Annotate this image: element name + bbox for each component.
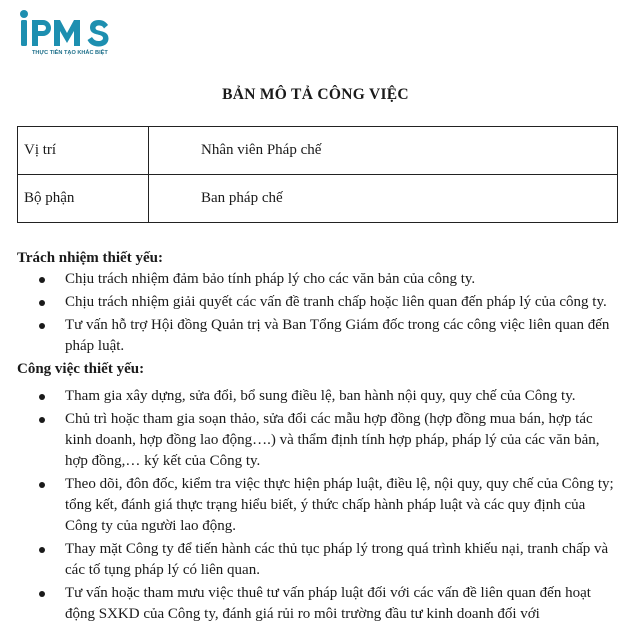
document-body [17, 248, 617, 627]
department-value: Ban pháp chế [149, 175, 618, 223]
position-label: Vị trí [18, 127, 149, 175]
document-title: BẢN MÔ TẢ CÔNG VIỆC [222, 86, 409, 103]
position-value: Nhân viên Pháp chế [149, 127, 618, 175]
company-logo [18, 8, 118, 56]
department-label: Bộ phận [18, 175, 149, 223]
bullet-icon [39, 277, 45, 283]
list-item-text: Chịu trách nhiệm giải quyết các vấn đề tranh chấp hoặc liên quan đến pháp lý của công ty. [65, 294, 607, 310]
responsibilities-list [17, 269, 617, 357]
bullet-icon [39, 547, 45, 553]
list-item-text: Tư vấn hoặc tham mưu việc thuê tư vấn pháp luật đối với các vấn đề liên quan đến hoạt động SXKD của Công ty, đánh giá rủi ro môi trường đầu tư kinh doanh đối với [65, 585, 591, 622]
bullet-icon [39, 394, 45, 400]
bullet-icon [39, 417, 45, 423]
list-item-text: Theo dõi, đôn đốc, kiểm tra việc thực hiện pháp luật, điều lệ, nội quy, quy chế của Công ty; tổng kết, đánh giá thực trạng hiểu biết, ý thức chấp hành pháp luật và các quy định của Công ty của người lao động. [65, 476, 614, 534]
section-title-responsibilities: Trách nhiệm thiết yếu: [17, 250, 163, 266]
list-item-text: Tư vấn hỗ trợ Hội đồng Quản trị và Ban Tổng Giám đốc trong các công việc liên quan đến pháp luật. [65, 317, 610, 354]
list-item [17, 292, 617, 313]
info-row-position [18, 127, 618, 175]
info-table [17, 126, 618, 223]
section-title-tasks: Công việc thiết yếu: [17, 361, 145, 377]
bullet-icon [39, 300, 45, 306]
list-item [17, 386, 617, 407]
info-row-department [18, 175, 618, 223]
list-item-text: Thay mặt Công ty để tiến hành các thủ tục pháp lý trong quá trình khiếu nại, tranh chấp và các tố tụng pháp lý có liên quan. [65, 541, 609, 578]
tasks-list [17, 386, 617, 625]
list-item-text: Tham gia xây dựng, sửa đổi, bổ sung điều lệ, ban hành nội quy, quy chế của Công ty. [65, 388, 576, 404]
bullet-icon [39, 591, 45, 597]
list-item [17, 474, 617, 537]
list-item [17, 539, 617, 581]
list-item [17, 583, 617, 625]
list-item [17, 315, 617, 357]
logo-tagline: THỰC TIỄN TẠO KHÁC BIỆT [32, 50, 108, 56]
list-item-text: Chủ trì hoặc tham gia soạn thảo, sửa đổi các mẫu hợp đồng (hợp đồng mua bán, hợp tác kinh doanh, hợp đồng lao động….) và thẩm định tính hợp pháp, pháp lý của các văn bản, hợp đồng,… ký kết của Công ty. [65, 411, 600, 469]
list-item-text: Chịu trách nhiệm đảm bảo tính pháp lý cho các văn bản của công ty. [65, 271, 476, 287]
bullet-icon [39, 482, 45, 488]
list-item [17, 269, 617, 290]
list-item [17, 409, 617, 472]
bullet-icon [39, 323, 45, 329]
